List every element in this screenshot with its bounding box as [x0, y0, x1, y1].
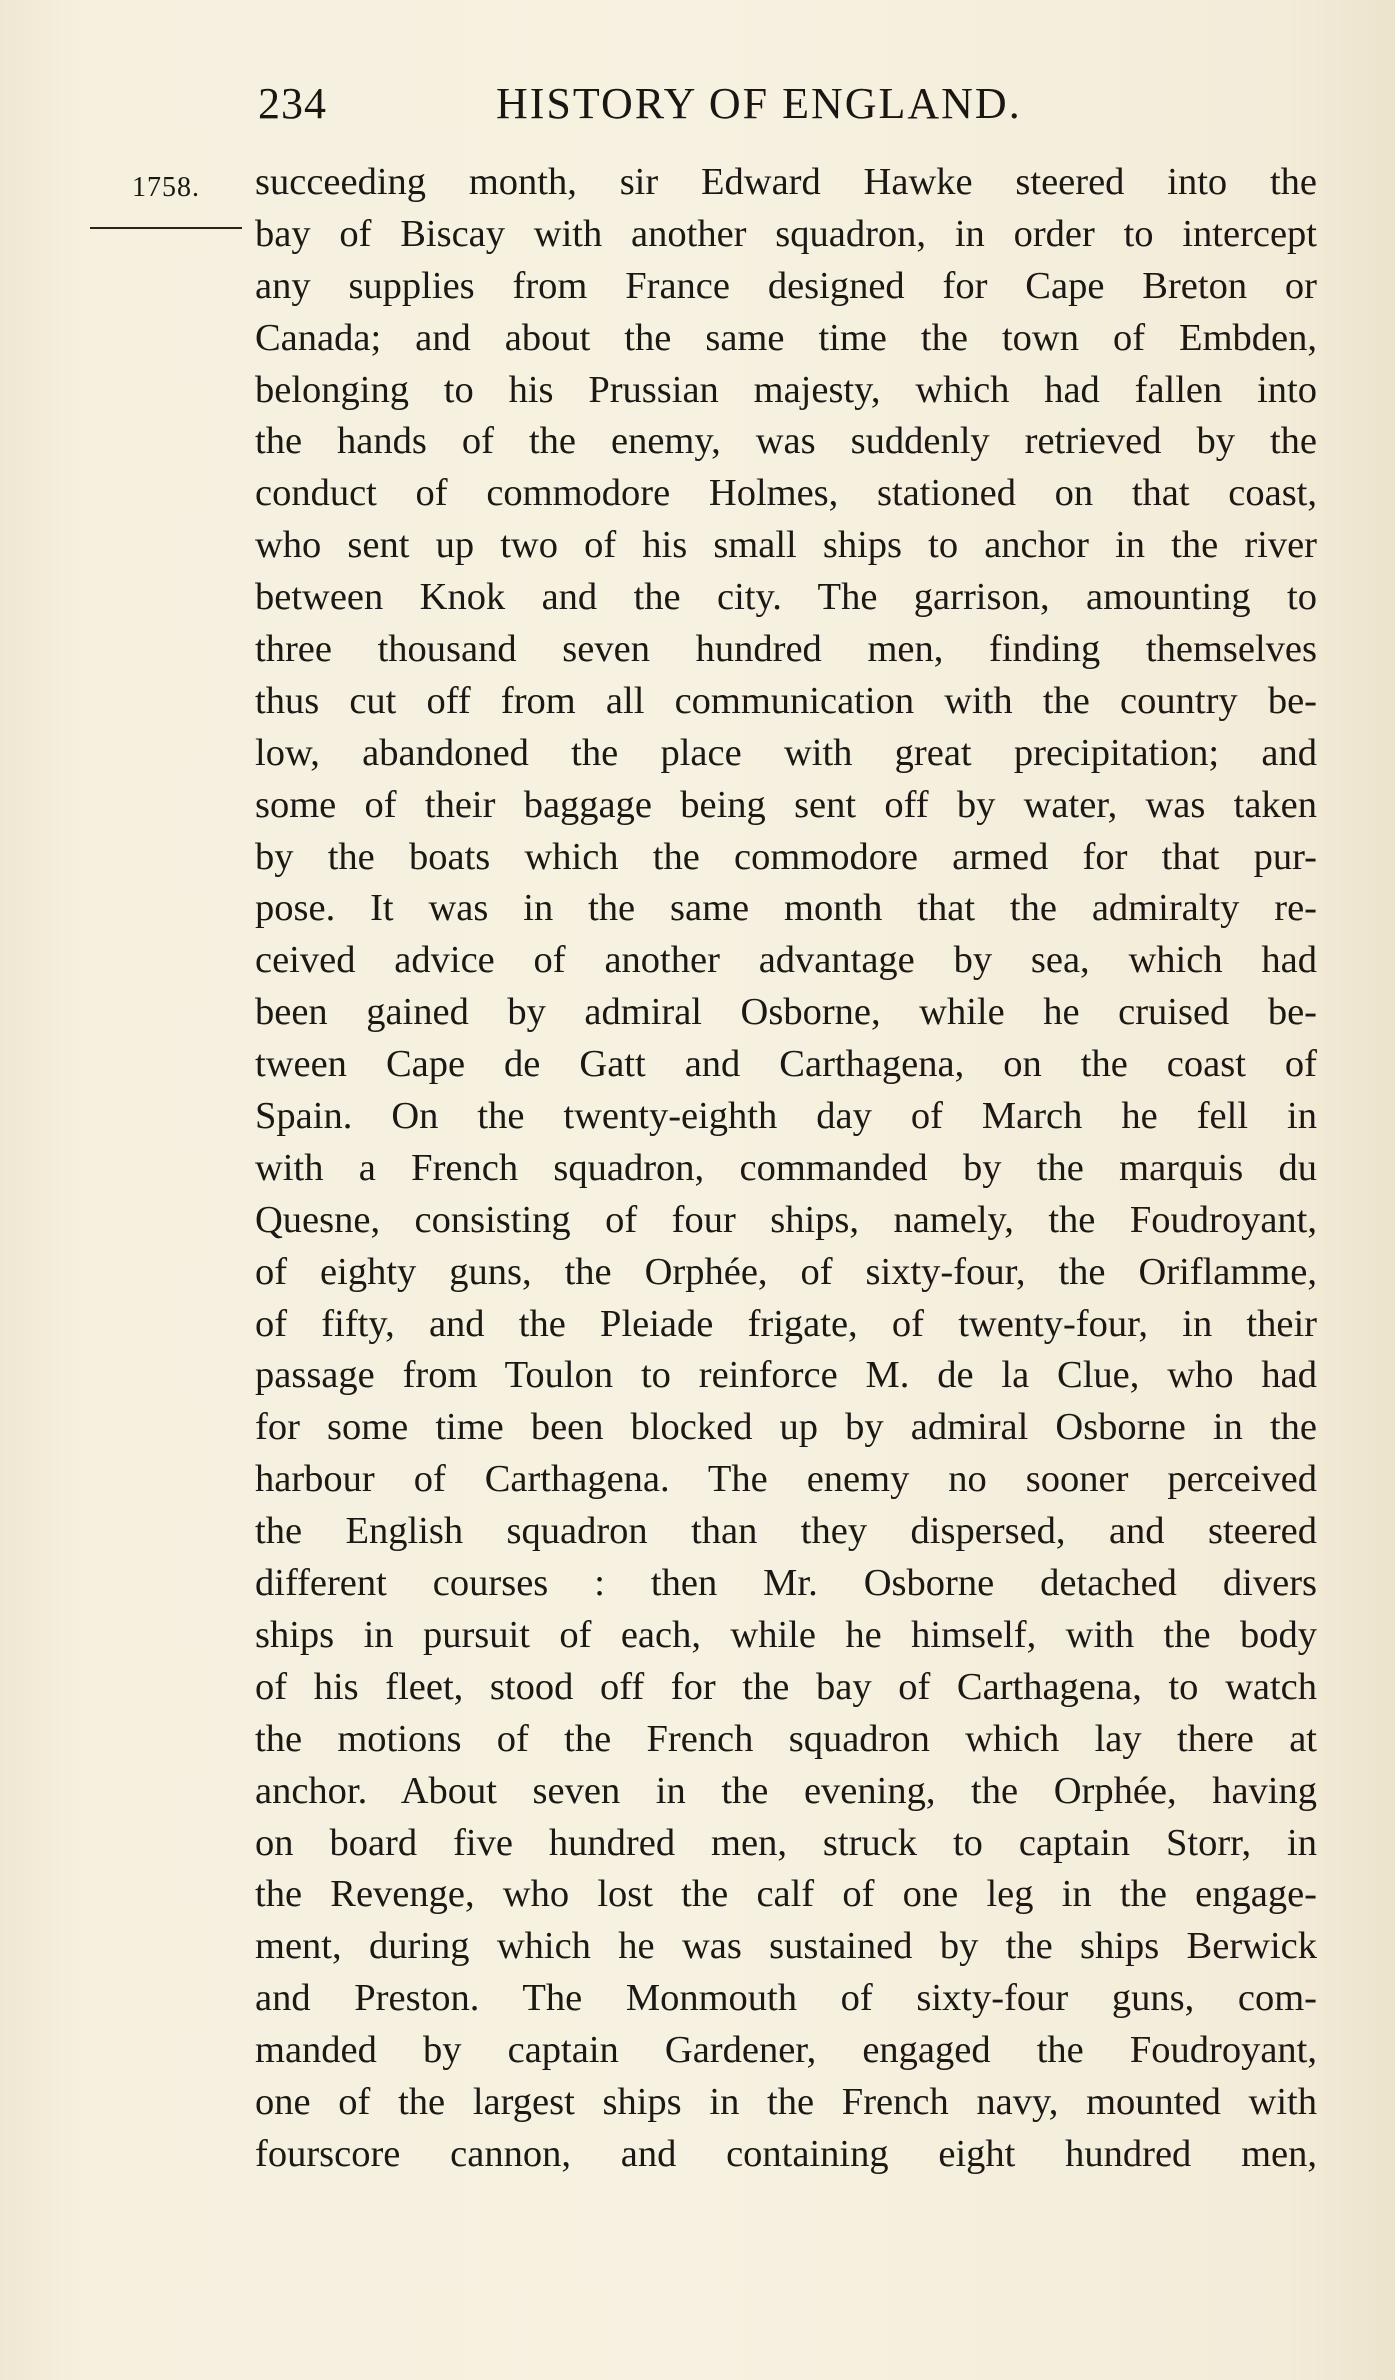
text-line: bay of Biscay with another squadron, in order to intercept — [255, 212, 1317, 255]
text-line: who sent up two of his small ships to anchor in the river — [255, 524, 1317, 567]
text-line: the hands of the enemy, was suddenly retrieved by the — [255, 420, 1317, 463]
text-line: manded by captain Gardener, engaged the Foudroyant, — [255, 2029, 1317, 2072]
text-line: between Knok and the city. The garrison, amounting to — [255, 576, 1317, 619]
text-line: ships in pursuit of each, while he himself, with the body — [255, 1613, 1317, 1656]
text-line: ceived advice of another advantage by sea, which had — [255, 939, 1317, 982]
text-line: for some time been blocked up by admiral Osborne in the — [255, 1406, 1317, 1449]
text-line: conduct of commodore Holmes, stationed on that coast, — [255, 472, 1317, 515]
page-header — [258, 78, 1098, 138]
text-line: low, abandoned the place with great precipitation; and — [255, 731, 1317, 774]
text-line: tween Cape de Gatt and Carthagena, on the coast of — [255, 1043, 1317, 1086]
text-line: of fifty, and the Pleiade frigate, of twenty-four, in their — [255, 1302, 1317, 1345]
text-line: the Revenge, who lost the calf of one leg in the engage- — [255, 1873, 1317, 1916]
page-number: 234 — [258, 79, 327, 128]
text-line: different courses : then Mr. Osborne detached divers — [255, 1562, 1317, 1605]
text-line: Spain. On the twenty-eighth day of March he fell in — [255, 1095, 1317, 1138]
text-line: harbour of Carthagena. The enemy no sooner perceived — [255, 1458, 1317, 1501]
text-line: and Preston. The Monmouth of sixty-four guns, com- — [255, 1977, 1317, 2020]
text-line: been gained by admiral Osborne, while he cruised be- — [255, 991, 1317, 1034]
text-line: three thousand seven hundred men, finding themselves — [255, 628, 1317, 671]
text-line: passage from Toulon to reinforce M. de la Clue, who had — [255, 1354, 1317, 1397]
text-line: Canada; and about the same time the town of Embden, — [255, 316, 1317, 359]
margin-year-note: 1758. — [132, 172, 200, 203]
text-line: thus cut off from all communication with the country be- — [255, 679, 1317, 722]
text-line: one of the largest ships in the French navy, mounted with — [255, 2080, 1317, 2123]
text-line: fourscore cannon, and containing eight hundred men, — [255, 2132, 1317, 2175]
running-title: HISTORY OF ENGLAND. — [496, 79, 1022, 128]
text-line: of his fleet, stood off for the bay of Carthagena, to watch — [255, 1665, 1317, 1708]
text-line: ment, during which he was sustained by the ships Berwick — [255, 1925, 1317, 1968]
text-line: Quesne, consisting of four ships, namely, the Foudroyant, — [255, 1198, 1317, 1241]
text-line: succeeding month, sir Edward Hawke steered into the — [255, 161, 1317, 203]
text-line: by the boats which the commodore armed for that pur- — [255, 835, 1317, 878]
text-line: the English squadron than they dispersed, and steered — [255, 1510, 1317, 1553]
text-line: belonging to his Prussian majesty, which had fallen into — [255, 368, 1317, 411]
text-line: of eighty guns, the Orphée, of sixty-four, the Oriflamme, — [255, 1250, 1317, 1293]
margin-rule — [90, 227, 242, 229]
text-line: on board five hundred men, struck to captain Storr, in — [255, 1821, 1317, 1864]
body-text — [255, 157, 1317, 2181]
text-line: anchor. About seven in the evening, the Orphée, having — [255, 1769, 1317, 1812]
text-line: the motions of the French squadron which lay there at — [255, 1717, 1317, 1760]
text-line: some of their baggage being sent off by water, was taken — [255, 783, 1317, 826]
text-line: pose. It was in the same month that the admiralty re- — [255, 887, 1317, 930]
text-line: any supplies from France designed for Cape Breton or — [255, 264, 1317, 307]
text-line: with a French squadron, commanded by the marquis du — [255, 1146, 1317, 1189]
